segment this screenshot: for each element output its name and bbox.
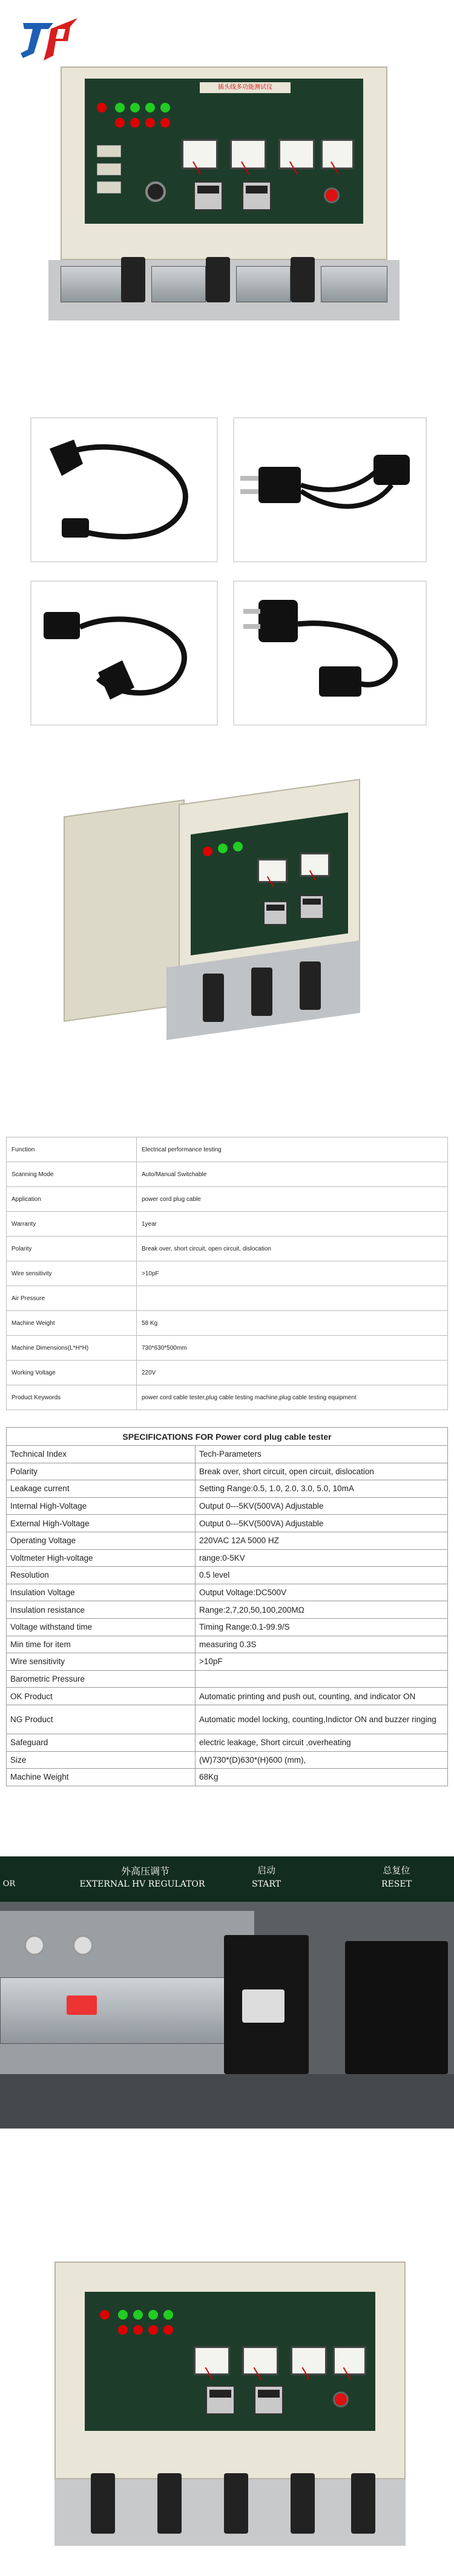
spec-label: Air Pressure	[7, 1286, 137, 1311]
spec-label: Scanning Mode	[7, 1162, 137, 1187]
spec-value: 68Kg	[196, 1769, 448, 1786]
spec-value: Electrical performance testing	[137, 1137, 448, 1162]
table-row	[7, 1162, 448, 1187]
table-row	[7, 1463, 448, 1480]
spec-label: Insulation resistance	[7, 1601, 196, 1619]
table-row	[7, 1137, 448, 1162]
table-row	[7, 1688, 448, 1705]
cable-photo-3	[30, 581, 218, 726]
spec-value	[137, 1286, 448, 1311]
cable-photo-2	[233, 417, 427, 562]
table-row	[7, 1636, 448, 1653]
spec-label: Wire sensitivity	[7, 1653, 196, 1671]
spec-value: 1year	[137, 1212, 448, 1237]
spec-label: Size	[7, 1751, 196, 1769]
spec-label: Resolution	[7, 1567, 196, 1584]
table-row	[7, 1261, 448, 1286]
spec-value: 220V	[137, 1361, 448, 1385]
table-row	[7, 1336, 448, 1361]
spec-value: >10pF	[196, 1653, 448, 1671]
spec-value: power cord cable tester,plug cable testing machine,plug cable testing equipment	[137, 1385, 448, 1410]
spec-value: Automatic printing and push out, counting, and indicator ON	[196, 1688, 448, 1705]
side-view-machine-image	[64, 816, 360, 1058]
spec-value: Timing Range:0.1-99.9/S	[196, 1618, 448, 1636]
spec-label: Machine Dimensions(L*H*H)	[7, 1336, 137, 1361]
spec-value	[196, 1670, 448, 1688]
table-row	[7, 1212, 448, 1237]
spec-value: (W)730*(D)630*(H)600 (mm),	[196, 1751, 448, 1769]
spec-table-basic	[6, 1137, 448, 1410]
hero-red-button	[324, 187, 340, 203]
spec-value: Output 0---5KV(500VA) Adjustable	[196, 1515, 448, 1532]
spec-label: Polarity	[7, 1463, 196, 1480]
spec-value: range:0-5KV	[196, 1549, 448, 1567]
table-row	[7, 1567, 448, 1584]
spec-value: power cord plug cable	[137, 1187, 448, 1212]
spec-label: Polarity	[7, 1237, 137, 1261]
table-row	[7, 1187, 448, 1212]
hero-regulator-knob	[145, 181, 166, 202]
spec-value: Auto/Manual Switchable	[137, 1162, 448, 1187]
spec-label: External High-Voltage	[7, 1515, 196, 1532]
spec-label: Machine Weight	[7, 1769, 196, 1786]
spec-label: NG Product	[7, 1705, 196, 1734]
spec-value: 58 Kg	[137, 1311, 448, 1336]
spec-label: Voltage withstand time	[7, 1618, 196, 1636]
spec-label: Product Keywords	[7, 1385, 137, 1410]
spec-label: Wire sensitivity	[7, 1261, 137, 1286]
spec-value: 0.5 level	[196, 1567, 448, 1584]
spec-label: Insulation Voltage	[7, 1584, 196, 1601]
table-row	[7, 1311, 448, 1336]
spec-value: Break over, short circuit, open circuit, dislocation	[137, 1237, 448, 1261]
table-row	[7, 1286, 448, 1311]
hero-panel-title: 插头线多功能测试仪	[200, 82, 291, 93]
spec-value: 730*630*500mm	[137, 1336, 448, 1361]
table-row	[7, 1584, 448, 1601]
spec-label: Working Voltage	[7, 1361, 137, 1385]
spec-label: Safeguard	[7, 1734, 196, 1751]
closeup-hv-en: EXTERNAL HV REGULATOR	[79, 1879, 205, 1889]
table-row	[7, 1497, 448, 1515]
spec-label: Technical Index	[7, 1446, 196, 1463]
spec-label: Voltmeter High-voltage	[7, 1549, 196, 1567]
cable-photo-1	[30, 417, 218, 562]
spec-value: Setting Range:0.5, 1.0, 2.0, 3.0, 5.0, 10mA	[196, 1480, 448, 1498]
cable-photo-4	[233, 581, 427, 726]
spec-value: Break over, short circuit, open circuit, dislocation	[196, 1463, 448, 1480]
spec-table-detailed	[6, 1427, 448, 1786]
spec-label: Warranty	[7, 1212, 137, 1237]
spec-value: Automatic model locking, counting,Indictor ON and buzzer ringing	[196, 1705, 448, 1734]
closeup-left-label: OR	[2, 1879, 16, 1888]
table-row	[7, 1515, 448, 1532]
table-row	[7, 1480, 448, 1498]
spec-value: Tech-Parameters	[196, 1446, 448, 1463]
spec-value: 220VAC 12A 5000 HZ	[196, 1532, 448, 1549]
spec-value: Range:2,7,20,50,100,200MΩ	[196, 1601, 448, 1619]
hero-machine-image	[48, 67, 400, 357]
table-row	[7, 1549, 448, 1567]
closeup-start-en: START	[252, 1879, 281, 1889]
closeup-reset-cn: 总复位	[383, 1865, 410, 1876]
table-row	[7, 1670, 448, 1688]
spec-label: Application	[7, 1187, 137, 1212]
spec-value: Output Voltage:DC500V	[196, 1584, 448, 1601]
spec-label: Operating Voltage	[7, 1532, 196, 1549]
spec-label: Machine Weight	[7, 1311, 137, 1336]
table-row	[7, 1618, 448, 1636]
table-row	[7, 1705, 448, 1734]
spec-label: OK Product	[7, 1688, 196, 1705]
spec-value: Output 0---5KV(500VA) Adjustable	[196, 1497, 448, 1515]
spec-label: Min time for item	[7, 1636, 196, 1653]
spec-value: measuring 0.3S	[196, 1636, 448, 1653]
spec-label: Function	[7, 1137, 137, 1162]
closeup-reset-en: RESET	[381, 1879, 412, 1889]
table-row	[7, 1361, 448, 1385]
spec-value: >10pF	[137, 1261, 448, 1286]
table-row	[7, 1653, 448, 1671]
spec-label: Barometric Pressure	[7, 1670, 196, 1688]
spec-label: Leakage current	[7, 1480, 196, 1498]
table-row	[7, 1734, 448, 1751]
table-row	[7, 1446, 448, 1463]
front-machine-image	[54, 2262, 406, 2552]
table-row	[7, 1769, 448, 1786]
spec-label: Internal High-Voltage	[7, 1497, 196, 1515]
closeup-start-cn: 启动	[257, 1865, 275, 1876]
table-row	[7, 1237, 448, 1261]
closeup-hv-cn: 外高压调节	[120, 1865, 169, 1877]
table-row	[7, 1751, 448, 1769]
closeup-fixture-image	[0, 1856, 454, 2129]
table-row	[7, 1532, 448, 1549]
table-row	[7, 1385, 448, 1410]
table-row	[7, 1601, 448, 1619]
spec-value: electric leakage, Short circuit ,overheating	[196, 1734, 448, 1751]
brand-logo	[17, 11, 84, 65]
spec-table-title: SPECIFICATIONS FOR Power cord plug cable tester	[7, 1428, 448, 1446]
